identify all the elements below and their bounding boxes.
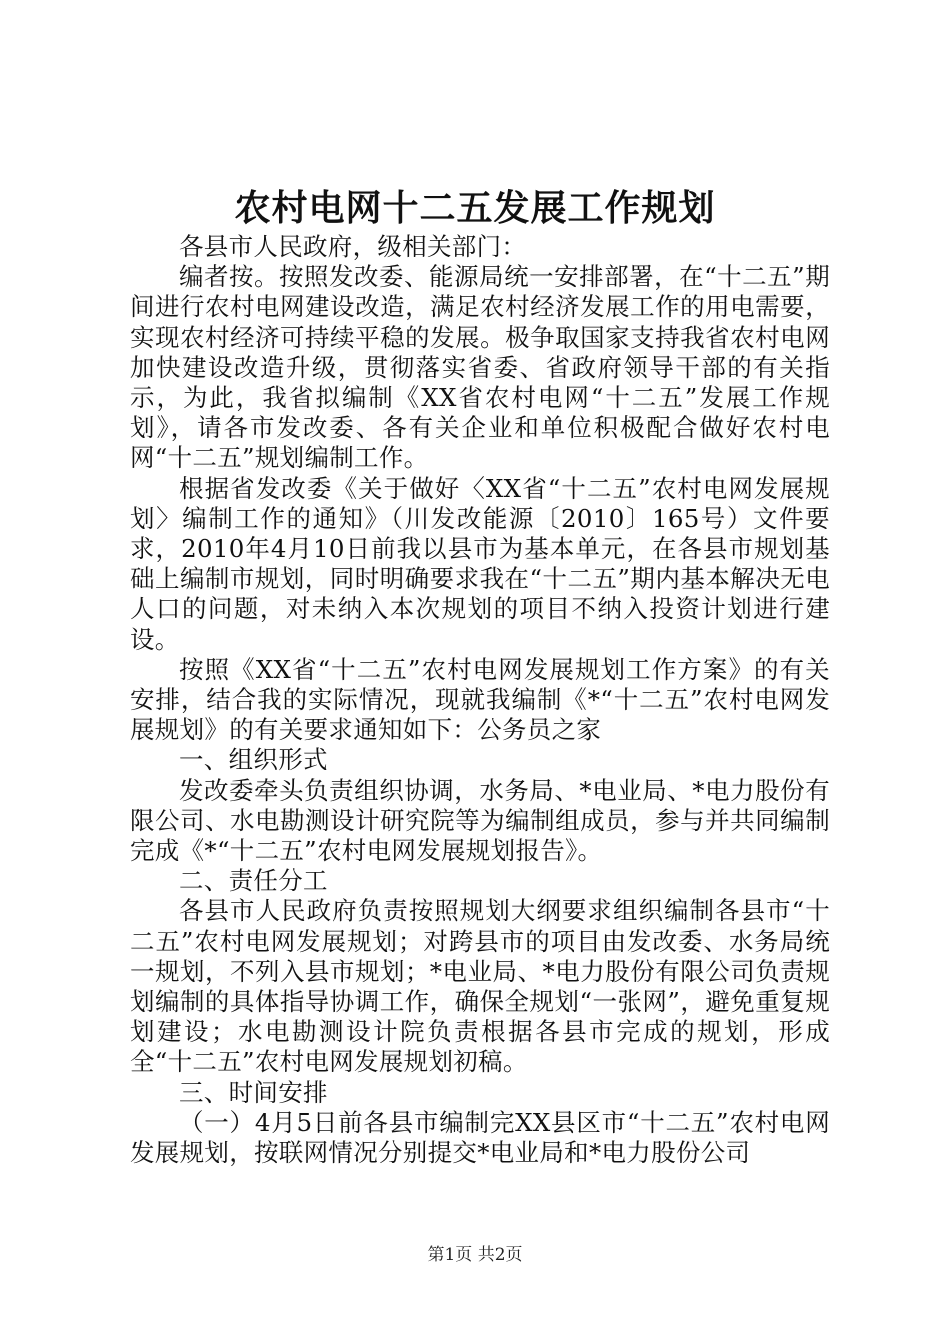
paragraph-editor-note: 编者按。按照发改委、能源局统一安排部署，在“十二五”期间进行农村电网建设改造，满足农村经济发展工作的用电需要，实现农村经济可持续平稳的发展。极争取国家支持我省农村电网加快建设改造升级，贯彻落实省委、省政府领导干部的有关指示，为此，我省拟编制《XX省农村电网“十二五”发展工作规划》，请各市发改委、各有关企业和单位积极配合做好农村电网“十二五”规划编制工作。 bbox=[130, 262, 830, 473]
section-heading-organization: 一、组织形式 bbox=[179, 745, 328, 775]
salutation: 各县市人民政府，级相关部门： bbox=[179, 232, 527, 261]
section-heading-responsibility: 二、责任分工 bbox=[179, 866, 328, 896]
section-heading-schedule: 三、时间安排 bbox=[179, 1077, 328, 1107]
page-number-footer: 第1页 共2页 bbox=[427, 1245, 523, 1265]
paragraph-responsibility: 各县市人民政府负责按照规划大纲要求组织编制各县市“十二五”农村电网发展规划；对跨县市的项目由发改委、水务局统一规划，不列入县市规划；*电业局、*电力股份有限公司负责规划编制的具体指导协调工作，确保全规划“一张网”，避免重复规划建设；水电勘测设计院负责根据各县市完成的规划，形成全“十二五”农村电网发展规划初稿。 bbox=[130, 896, 830, 1077]
paragraph-schedule-1: （一）4月5日前各县市编制完XX县区市“十二五”农村电网发展规划，按联网情况分别提交*电业局和*电力股份公司 bbox=[130, 1107, 830, 1168]
document-title: 农村电网十二五发展工作规划 bbox=[234, 187, 716, 229]
paragraph-organization: 发改委牵头负责组织协调，水务局、*电业局、*电力股份有限公司、水电勘测设计研究院等为编制组成员，参与并共同编制完成《*“十二五”农村电网发展规划报告》。 bbox=[130, 775, 830, 866]
document-body bbox=[130, 232, 830, 1168]
paragraph-arrangement: 按照《XX省“十二五”农村电网发展规划工作方案》的有关安排，结合我的实际情况，现就我编制《*“十二五”农村电网发展规划》的有关要求通知如下：公务员之家 bbox=[130, 654, 830, 745]
paragraph-basis: 根据省发改委《关于做好〈XX省“十二五”农村电网发展规划〉编制工作的通知》（川发改能源〔2010〕165号）文件要求，2010年4月10日前我以县市为基本单元，在各县市规划基础上编制市规划，同时明确要求我在“十二五”期内基本解决无电人口的问题，对未纳入本次规划的项目不纳入投资计划进行建设。 bbox=[130, 473, 830, 654]
